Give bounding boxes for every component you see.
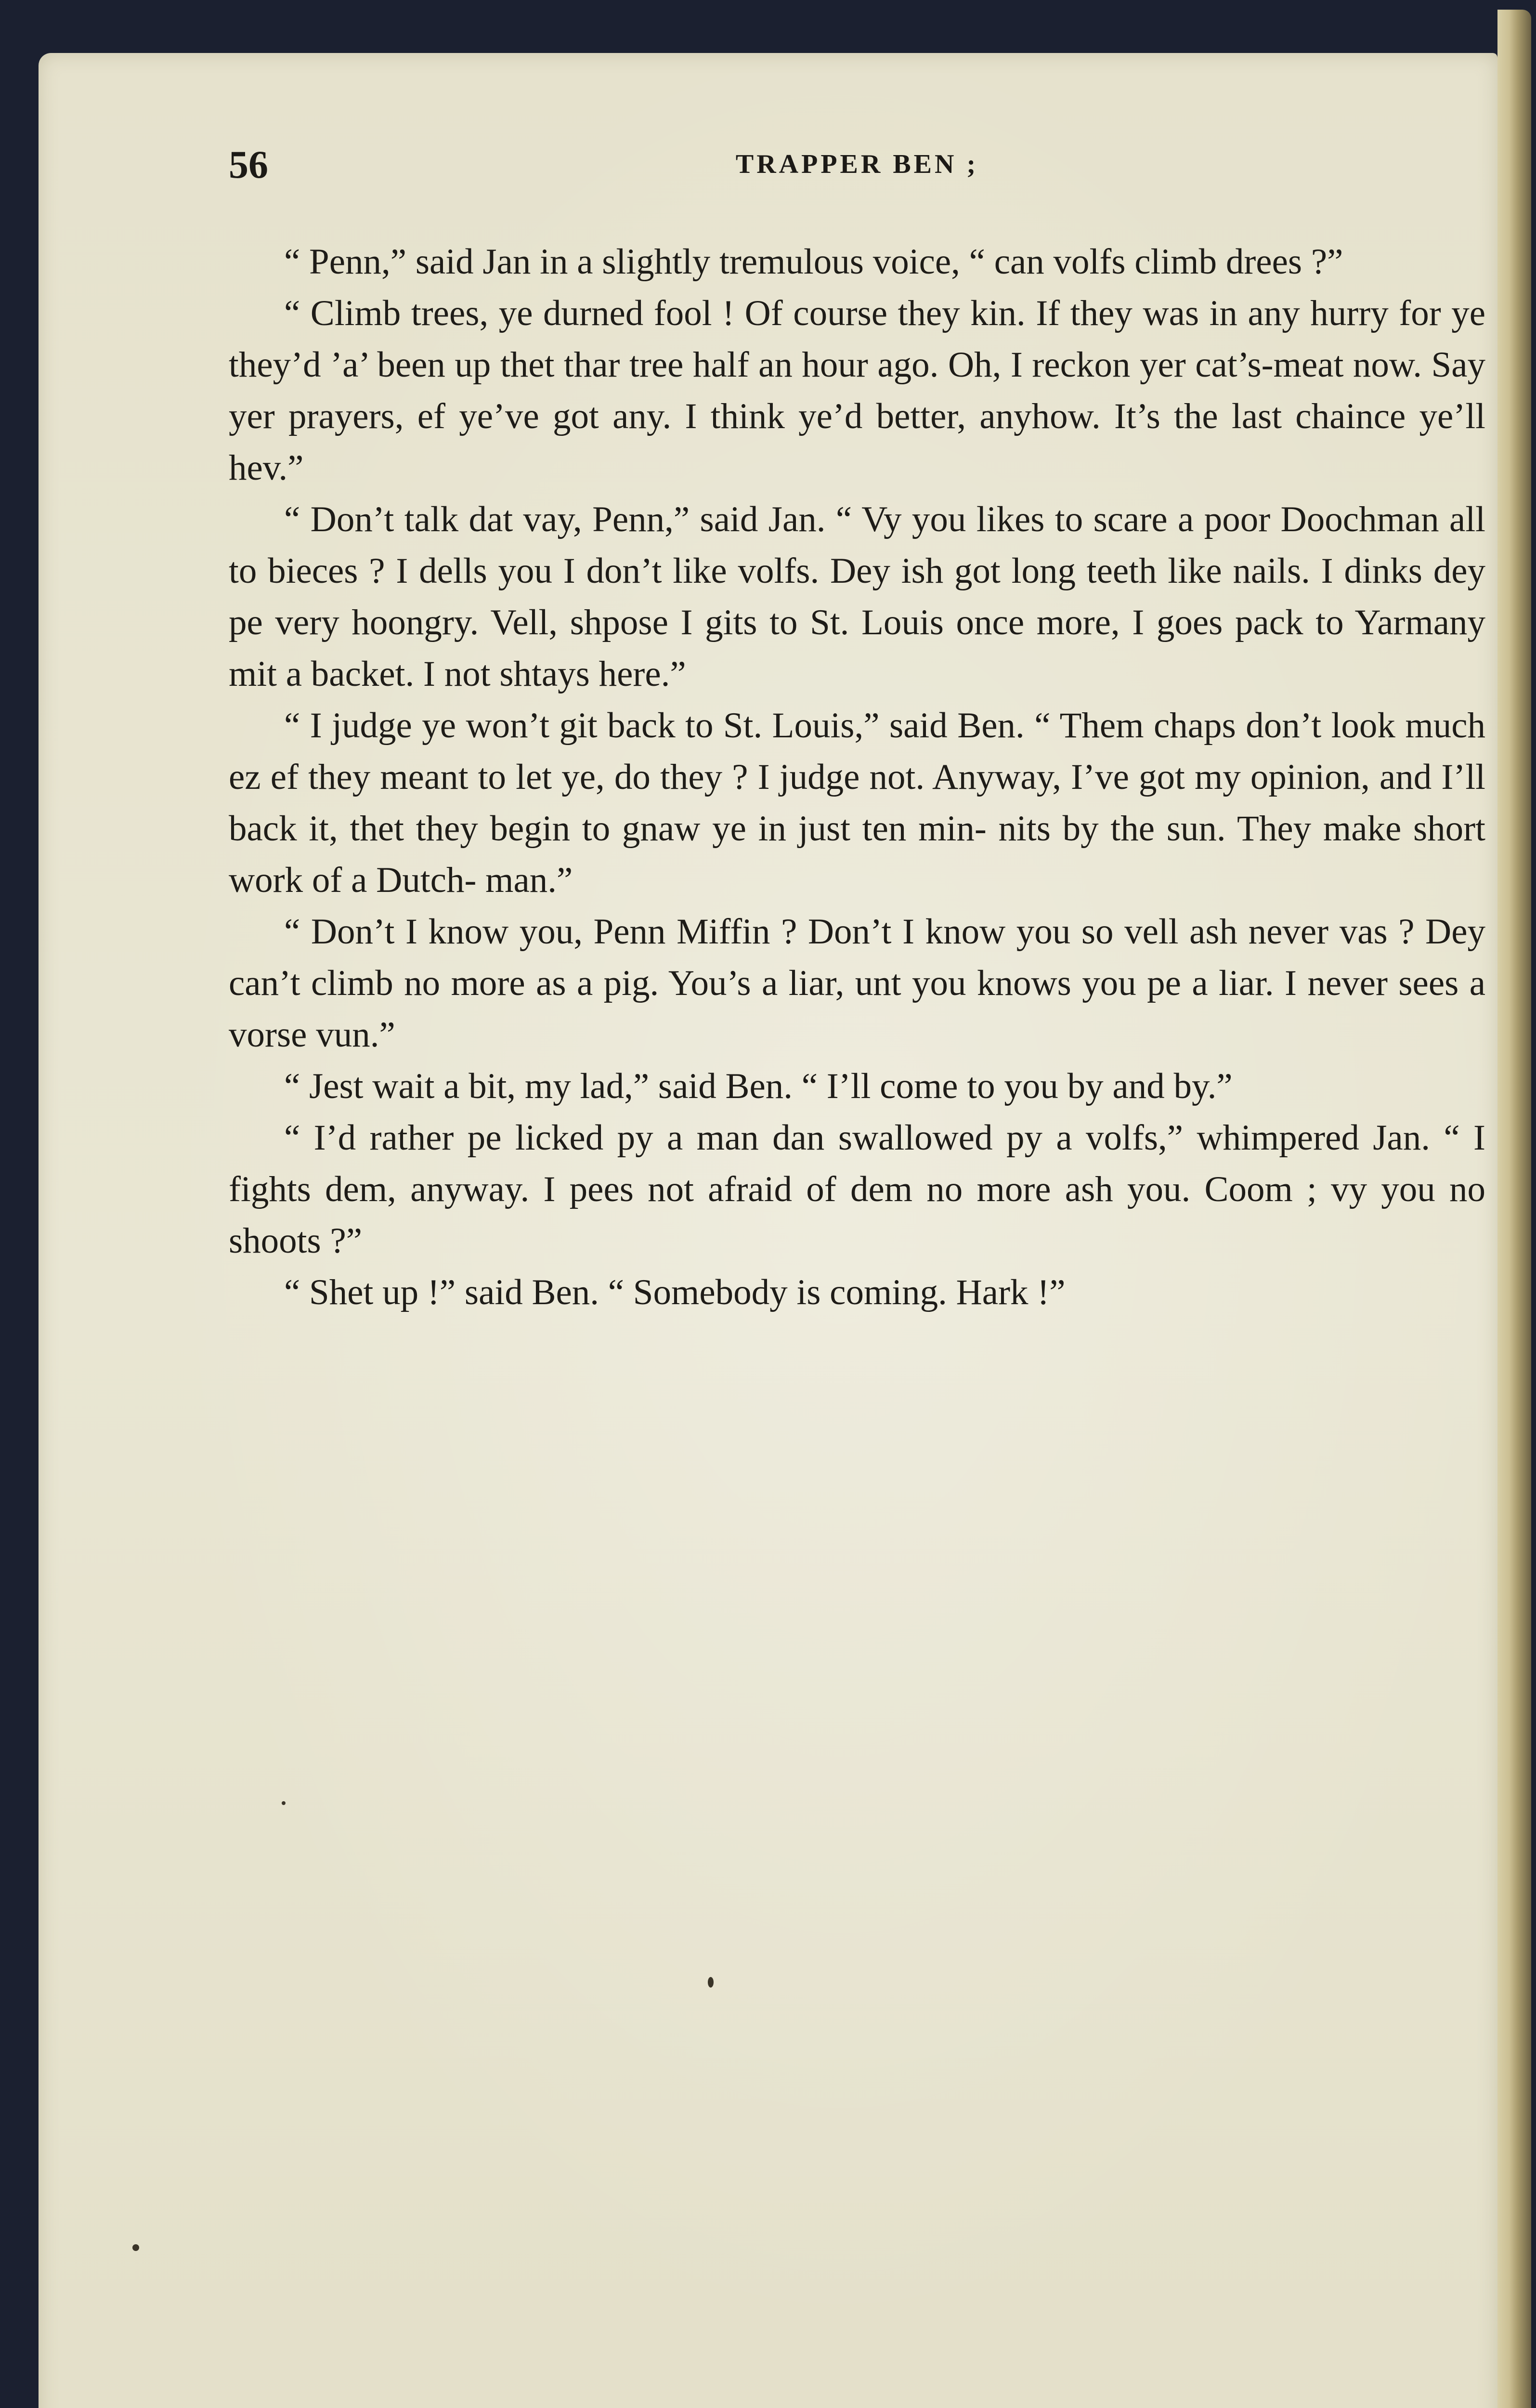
page-header	[229, 142, 1485, 195]
ink-speck	[282, 1801, 286, 1805]
running-head: TRAPPER BEN ;	[735, 149, 979, 179]
ink-speck	[132, 2244, 139, 2251]
paragraph: “ Shet up !” said Ben. “ Somebody is coming. Hark !”	[284, 1272, 1066, 1312]
paragraph: “ Don’t talk dat vay, Penn,” said Jan. “ Vy you likes to scare a poor Doochman all to bieces ? I dells you I don’t like volfs. Dey ish got long teeth like nails. I dinks dey pe very hoongry. Vell, shpose I gits to St. Louis once more, I goes pack to Yarmany mit a backet. I not shtays here.”	[229, 499, 1485, 694]
paragraph: “ Penn,” said Jan in a slightly tremulous voice, “ can volfs climb drees ?”	[284, 242, 1343, 282]
body-text	[229, 236, 1485, 1318]
page-number: 56	[229, 143, 268, 186]
paragraph: “ Jest wait a bit, my lad,” said Ben. “ I’ll come to you by and by.”	[284, 1066, 1233, 1106]
paragraph: “ Don’t I know you, Penn Miffin ? Don’t I know you so vell ash never vas ? Dey can’t climb no more as a pig. You’s a liar, unt you knows you pe a liar. I never sees a vorse vun.”	[229, 912, 1485, 1055]
paragraph: “ I’d rather pe licked py a man dan swallowed py a volfs,” whimpered Jan. “ I fights dem, anyway. I pees not afraid of dem no more ash you. Coom ; vy you no shoots ?”	[229, 1118, 1485, 1261]
paragraph: “ I judge ye won’t git back to St. Louis,” said Ben. “ Them chaps don’t look much ez ef they meant to let ye, do they ? I judge not. Anyway, I’ve got my opinion, and I’ll back it, thet they begin to gnaw ye in just ten min- nits by the sun. They make short work of a Dutch- man.”	[229, 706, 1485, 900]
book-page-edge	[1497, 10, 1531, 2408]
paragraph: “ Climb trees, ye durned fool ! Of course they kin. If they was in any hurry for ye they’d ’a’ been up thet thar tree half an hour ago. Oh, I reckon yer cat’s-meat now. Say yer prayers, ef ye’ve got any. I think ye’d better, anyhow. It’s the last chaince ye’ll hev.”	[229, 293, 1485, 488]
ink-speck	[708, 1977, 714, 1988]
book-page	[39, 53, 1497, 2408]
